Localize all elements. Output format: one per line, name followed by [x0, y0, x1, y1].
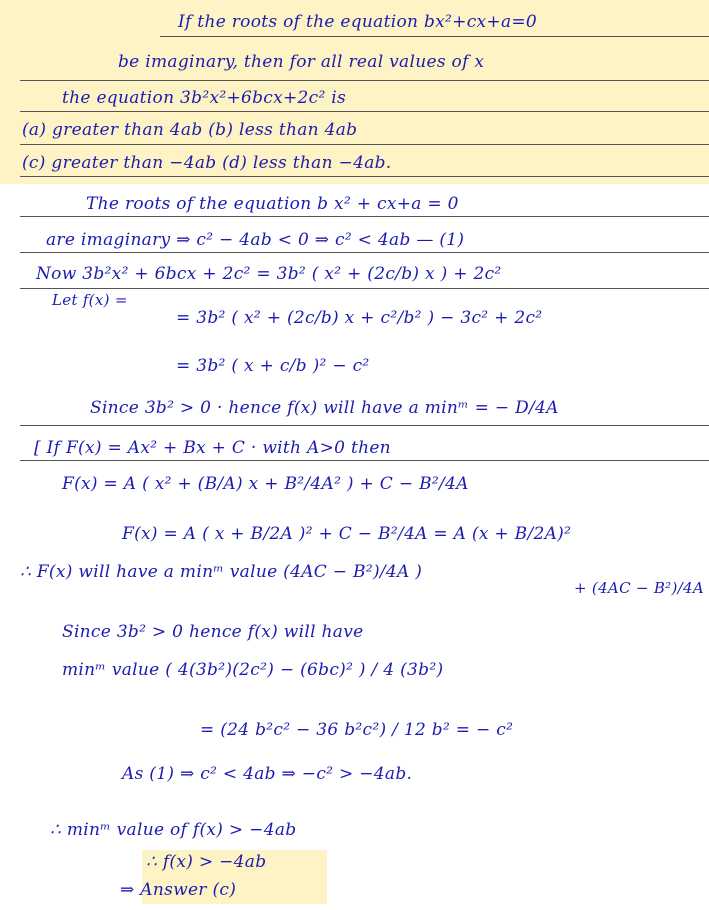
solution-line: [ If F(x) = Ax² + Bx + C · with A>0 then [34, 438, 391, 458]
solution-line: ∴ F(x) will have a minᵐ value (4AC − B²)/4A ) [20, 562, 423, 582]
ruled-line [20, 460, 709, 461]
solution-line: Since 3b² > 0 · hence f(x) will have a minᵐ = − D/4A [90, 398, 559, 418]
option-line: (c) greater than −4ab (d) less than −4ab. [22, 153, 392, 173]
question-line: be imaginary, then for all real values of x [118, 52, 485, 72]
solution-line: + (4AC − B²)/4A [574, 579, 704, 597]
solution-line: Now 3b²x² + 6bcx + 2c² = 3b² ( x² + (2c/b) x ) + 2c² [36, 264, 502, 284]
solution-line: F(x) = A ( x + B/2A )² + C − B²/4A = A (x + B/2A)² [122, 524, 572, 544]
solution-line: Since 3b² > 0 hence f(x) will have [62, 622, 364, 642]
solution-line: = 3b² ( x + c/b )² − c² [176, 356, 370, 376]
solution-line: minᵐ value ( 4(3b²)(2c²) − (6bc)² ) / 4 (3b²) [62, 660, 444, 680]
solution-line: Let f(x) = [52, 291, 128, 309]
solution-line: ∴ minᵐ value of f(x) > −4ab [50, 820, 297, 840]
question-line: the equation 3b²x²+6bcx+2c² is [62, 88, 347, 108]
solution-line: F(x) = A ( x² + (B/A) x + B²/4A² ) + C − B²/4A [62, 474, 469, 494]
ruled-line [20, 144, 709, 145]
solution-line: are imaginary ⇒ c² − 4ab < 0 ⇒ c² < 4ab — (1) [46, 230, 465, 250]
solution-line: As (1) ⇒ c² < 4ab ⇒ −c² > −4ab. [122, 764, 413, 784]
ruled-line [20, 288, 709, 289]
ruled-line [20, 252, 709, 253]
option-line: (a) greater than 4ab (b) less than 4ab [22, 120, 358, 140]
solution-line: The roots of the equation b x² + cx+a = 0 [86, 194, 459, 214]
ruled-line [160, 36, 709, 37]
ruled-line [20, 216, 709, 217]
solution-line: ∴ f(x) > −4ab [146, 852, 267, 872]
question-line: If the roots of the equation bx²+cx+a=0 [178, 12, 538, 32]
solution-line: = (24 b²c² − 36 b²c²) / 12 b² = − c² [200, 720, 514, 740]
ruled-line [20, 80, 709, 81]
ruled-line [20, 425, 709, 426]
ruled-line [20, 176, 709, 177]
answer-line: ⇒ Answer (c) [120, 880, 237, 900]
ruled-line [20, 111, 709, 112]
solution-line: = 3b² ( x² + (2c/b) x + c²/b² ) − 3c² + 2c² [176, 308, 543, 328]
